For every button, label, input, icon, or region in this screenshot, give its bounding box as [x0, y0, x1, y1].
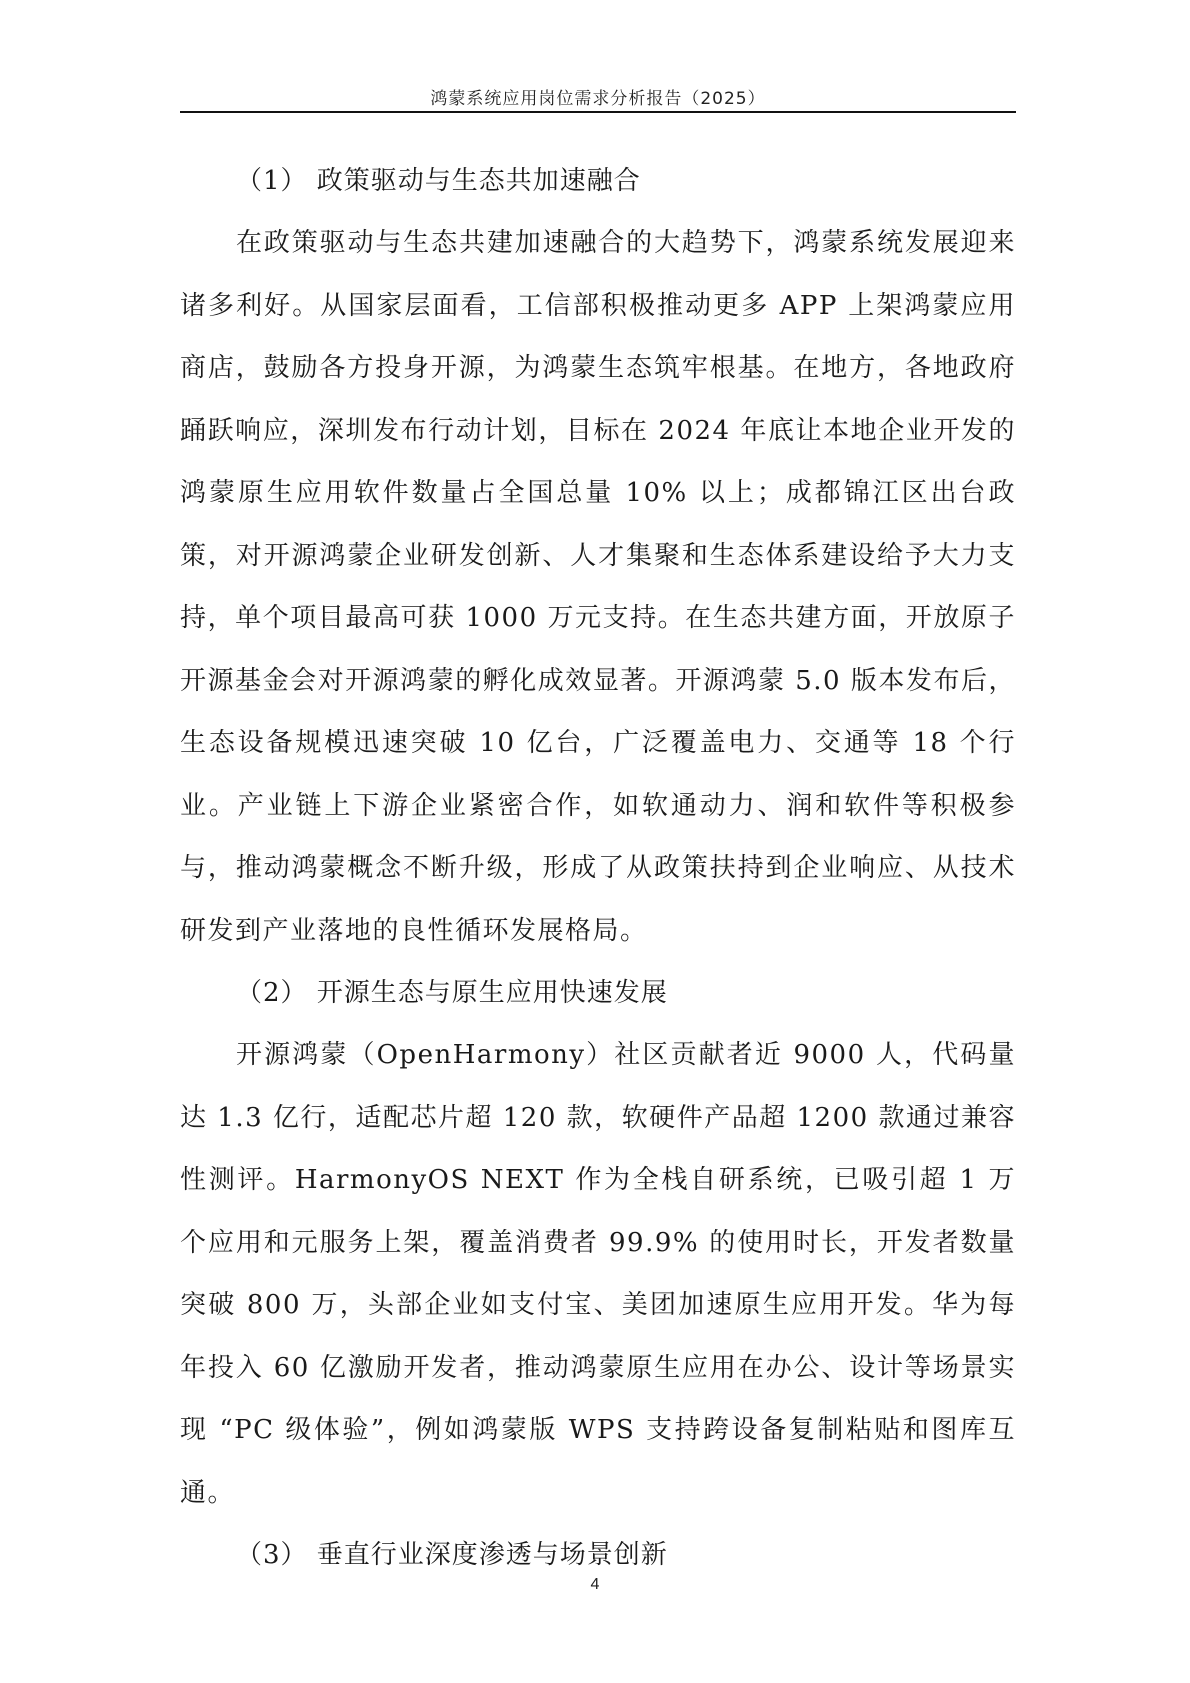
page-header-title: 鸿蒙系统应用岗位需求分析报告（2025）	[430, 89, 766, 109]
document-body	[180, 150, 1016, 1586]
section-heading-1: （1） 政策驱动与生态共加速融合	[236, 166, 641, 196]
section-heading-2: （2） 开源生态与原生应用快速发展	[236, 978, 668, 1008]
page-number: 4	[590, 1576, 600, 1593]
section-heading-3: （3） 垂直行业深度渗透与场景创新	[236, 1540, 668, 1570]
section-paragraph-2: 开源鸿蒙（OpenHarmony）社区贡献者近 9000 人，代码量达 1.3 亿行，适配芯片超 120 款，软硬件产品超 1200 款通过兼容性测评。HarmonyOS NEXT 作为全栈自研系统，已吸引超 1 万个应用和元服务上架，覆盖消费者 99.9% 的使用时长，开发者数量突破 800 万，头部企业如支付宝、美团加速原生应用开发。华为每年投入 60 亿激励开发者，推动鸿蒙原生应用在办公、设计等场景实现 “PC 级体验”，例如鸿蒙版 WPS 支持跨设备复制粘贴和图库互通。	[180, 1040, 1016, 1508]
header-divider	[180, 111, 1016, 113]
section-paragraph-1: 在政策驱动与生态共建加速融合的大趋势下，鸿蒙系统发展迎来诸多利好。从国家层面看，工信部积极推动更多 APP 上架鸿蒙应用商店，鼓励各方投身开源，为鸿蒙生态筑牢根基。在地方，各地政府踊跃响应，深圳发布行动计划，目标在 2024 年底让本地企业开发的鸿蒙原生应用软件数量占全国总量 10% 以上；成都锦江区出台政策，对开源鸿蒙企业研发创新、人才集聚和生态体系建设给予大力支持，单个项目最高可获 1000 万元支持。在生态共建方面，开放原子开源基金会对开源鸿蒙的孵化成效显著。开源鸿蒙 5.0 版本发布后，生态设备规模迅速突破 10 亿台，广泛覆盖电力、交通等 18 个行业。产业链上下游企业紧密合作，如软通动力、润和软件等积极参与，推动鸿蒙概念不断升级，形成了从政策扶持到企业响应、从技术研发到产业落地的良性循环发展格局。	[180, 228, 1016, 946]
